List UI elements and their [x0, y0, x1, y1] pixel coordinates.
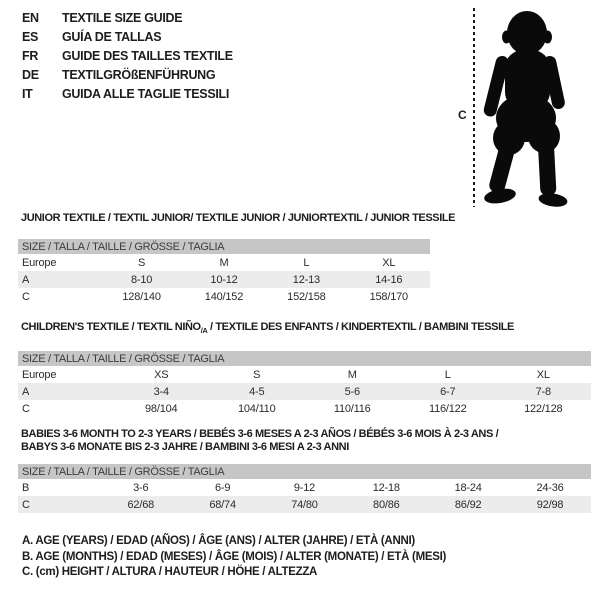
size-cell: XL [382, 256, 396, 269]
size-cell: XL [536, 368, 550, 381]
size-cell: 122/128 [524, 402, 563, 415]
size-cell: S [138, 256, 146, 269]
list-item [22, 27, 233, 46]
baby-silhouette-image [483, 6, 579, 208]
language-title-list [22, 8, 233, 103]
table-row [18, 496, 591, 513]
size-header: SIZE / TALLA / TAILLE / GRÖSSE / TAGLIA [18, 351, 591, 366]
table-row [18, 254, 430, 271]
row-label: Europe [22, 368, 57, 381]
section-title: JUNIOR TEXTILE / TEXTIL JUNIOR/ TEXTILE JUNIOR / JUNIORTEXTIL / JUNIOR TESSILE [21, 212, 456, 224]
row-label: A [18, 383, 114, 400]
section-title: CHILDREN'S TEXTILE / TEXTIL $NIÑO_{/A}$ / TEXTILE DES ENFANTS / KINDERTEXTIL / BAMBINI TESSILE [21, 321, 514, 336]
size-cell: 140/152 [204, 290, 244, 303]
size-cell: 12-18 [372, 481, 400, 494]
measurement-legend [22, 534, 446, 581]
size-cell: 12-13 [265, 271, 347, 288]
size-cell: L [444, 368, 451, 381]
guide-title: TEXTILGRÖßENFÜHRUNG [62, 67, 216, 82]
size-cell: M [219, 256, 229, 269]
row-label: C [22, 402, 30, 415]
row-label: C [22, 290, 30, 303]
language-code: FR [22, 48, 39, 63]
size-cell: 24-36 [536, 481, 564, 494]
table-children [18, 351, 591, 417]
size-cell: 80/86 [345, 496, 427, 513]
guide-title: GUIDA ALLE TAGLIE TESSILI [62, 86, 230, 101]
table-row [18, 400, 591, 417]
size-cell: 158/170 [369, 290, 408, 303]
size-cell: 74/80 [264, 496, 346, 513]
size-cell: 6-7 [400, 383, 496, 400]
size-cell: 98/104 [145, 402, 178, 415]
list-item [22, 65, 233, 84]
table-header-row [18, 351, 591, 366]
guide-title: GUÍA DE TALLAS [62, 29, 162, 44]
table-row [18, 383, 591, 400]
legend-line-b: B. AGE (MONTHS) / EDAD (MESES) / ÂGE (MOIS) / ALTER (MONATE) / ETÀ (MESI) [22, 550, 447, 563]
legend-line-a: A. AGE (YEARS) / EDAD (AÑOS) / ÂGE (ANS) / ALTER (JAHRE) / ETÀ (ANNI) [22, 535, 415, 547]
table-row [18, 479, 591, 496]
table-row [18, 271, 430, 288]
size-cell: 92/98 [509, 496, 591, 513]
size-cell: 14-16 [348, 271, 430, 288]
section-title-line2: BABYS 3-6 MONATE BIS 2-3 JAHRE / BAMBINI 3-6 MESI A 2-3 ANNI [21, 441, 349, 453]
size-cell: 104/110 [237, 402, 276, 415]
table-junior [18, 239, 430, 305]
size-cell: 62/68 [100, 496, 182, 513]
size-cell: S [253, 368, 261, 381]
section-title [18, 428, 591, 454]
size-cell: XS [154, 368, 169, 381]
row-label: Europe [22, 256, 57, 269]
language-code: DE [22, 67, 39, 82]
size-cell: 3-6 [133, 481, 149, 494]
size-header: SIZE / TALLA / TAILLE / GRÖSSE / TAGLIA [18, 239, 430, 254]
language-code: ES [22, 29, 39, 44]
size-cell: 10-12 [183, 271, 265, 288]
row-label: A [18, 271, 100, 288]
legend-line-c: C. (cm) HEIGHT / ALTURA / HAUTEUR / HÖHE / ALTEZZA [22, 566, 318, 578]
section-junior-textile [18, 212, 456, 305]
list-item [22, 84, 233, 103]
guide-title: GUIDE DES TAILLES TEXTILE [62, 48, 233, 63]
size-cell: 68/74 [182, 496, 264, 513]
row-label: B [22, 481, 30, 494]
table-row [18, 288, 430, 305]
size-cell: 9-12 [293, 481, 316, 494]
section-children-textile [18, 321, 591, 417]
language-code: EN [22, 10, 39, 25]
size-cell: 5-6 [305, 383, 401, 400]
size-cell: 6-9 [214, 481, 231, 494]
guide-title: TEXTILE SIZE GUIDE [62, 10, 183, 25]
row-label: C [18, 496, 100, 513]
size-cell: 152/158 [287, 290, 326, 303]
table-header-row [18, 239, 430, 254]
size-cell: M [347, 368, 357, 381]
list-item [22, 46, 233, 65]
table-babies [18, 464, 591, 513]
table-row [18, 366, 591, 383]
table-header-row [18, 464, 591, 479]
size-cell: 116/122 [428, 402, 467, 415]
height-measure-line [473, 8, 475, 207]
section-babies-textile [18, 428, 591, 513]
size-cell: 128/140 [122, 290, 161, 303]
size-header: SIZE / TALLA / TAILLE / GRÖSSE / TAGLIA [18, 464, 591, 479]
size-cell: 3-4 [114, 383, 210, 400]
size-cell: 7-8 [496, 383, 592, 400]
size-cell: 8-10 [100, 271, 182, 288]
language-code: IT [22, 86, 33, 101]
size-cell: 86/92 [427, 496, 509, 513]
list-item [22, 8, 233, 27]
size-cell: 18-24 [454, 481, 482, 494]
size-cell: L [303, 256, 310, 269]
size-cell: 4-5 [209, 383, 305, 400]
height-measure-label: C [458, 108, 467, 122]
size-cell: 110/116 [333, 402, 371, 415]
section-title-line1: BABIES 3-6 MONTH TO 2-3 YEARS / BEBÉS 3-6 MESES A 2-3 AÑOS / BÉBÉS 3-6 MOIS À 2-3 ANS / [21, 428, 499, 440]
